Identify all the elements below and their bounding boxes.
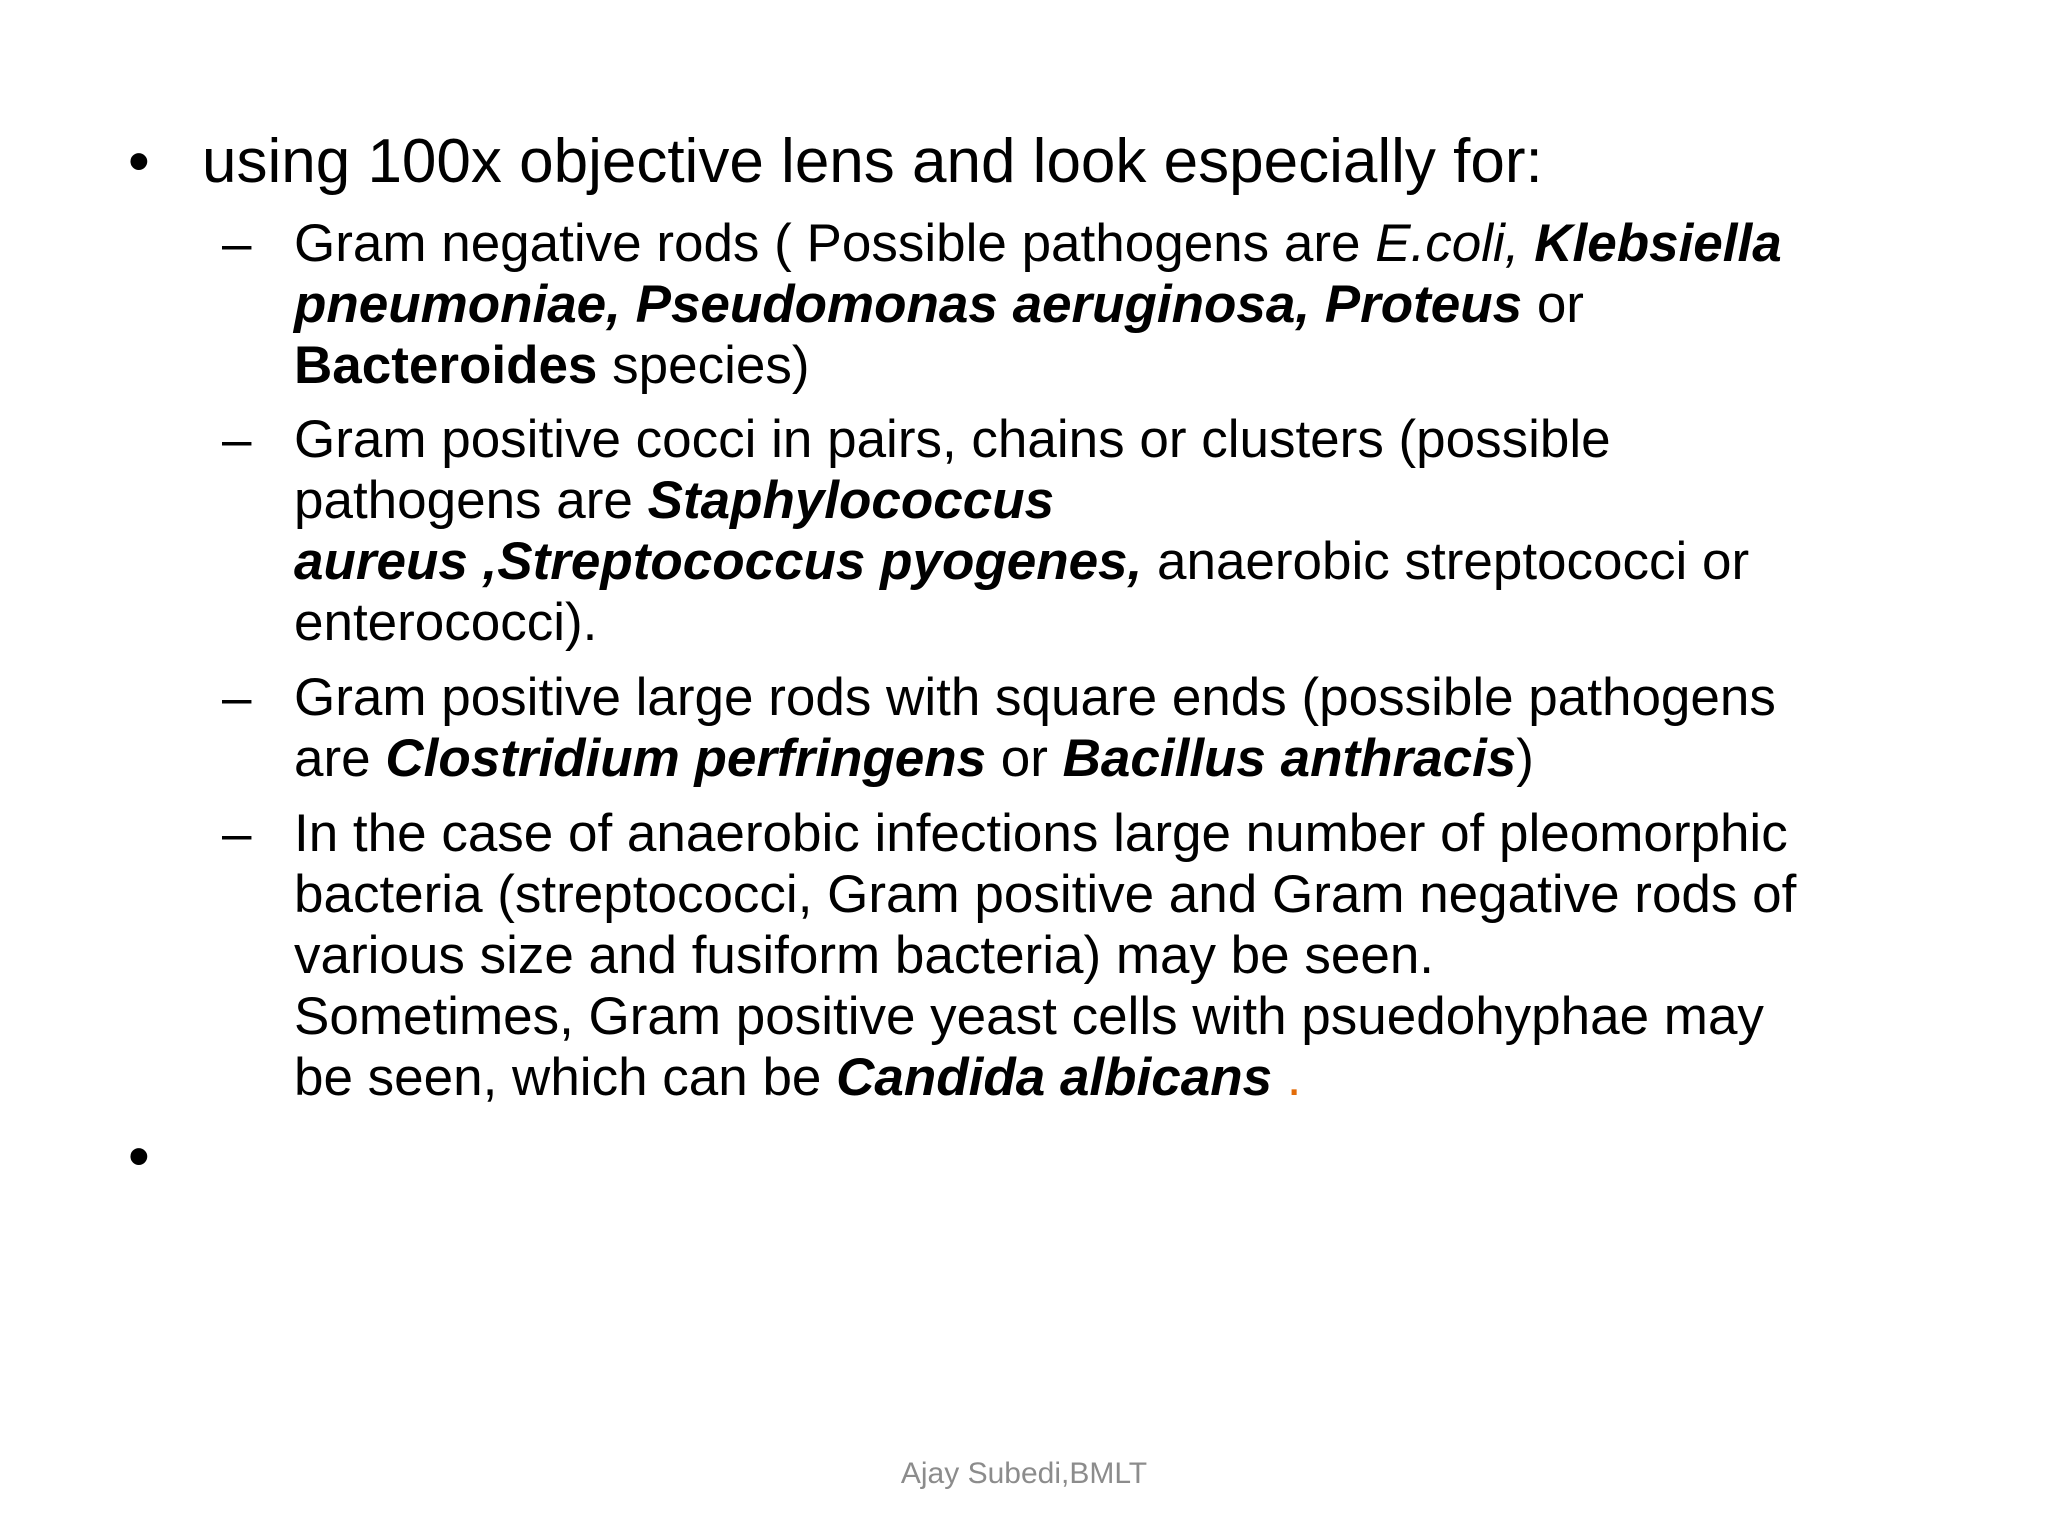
text-run-bold-italic: Staphylococcus — [647, 471, 1055, 530]
text-run-bold-italic: aureus ,Streptococcus pyogenes, — [294, 532, 1143, 591]
text-run: are — [294, 729, 386, 788]
text-run-bold-italic: Clostridium perfringens — [385, 729, 987, 788]
dash-glyph: – — [222, 410, 252, 469]
sub-item-text — [294, 409, 1942, 653]
main-bullet-text: using 100x objective lens and look especially for: — [202, 127, 1543, 196]
text-run: Gram positive cocci in pairs, chains or clusters (possible — [294, 410, 1611, 469]
sub-item-anaerobic-infections — [222, 803, 1942, 1108]
bullet-glyph: • — [128, 127, 150, 196]
text-line — [294, 592, 1942, 653]
text-run: anaerobic streptococci or — [1142, 532, 1750, 591]
text-run: Sometimes, Gram positive yeast cells with psuedohyphae may — [294, 987, 1764, 1046]
text-line — [294, 667, 1942, 728]
text-run-bold-italic: Bacillus anthracis — [1062, 729, 1517, 788]
dash-glyph: – — [222, 804, 252, 863]
text-line — [294, 986, 1942, 1047]
sub-item-text — [294, 213, 1942, 396]
sub-item-gram-positive-cocci — [222, 409, 1942, 653]
text-run: or — [986, 729, 1063, 788]
text-line — [294, 1047, 1942, 1108]
text-line — [294, 335, 1942, 396]
text-run-bold-italic: pneumoniae, Pseudomonas aeruginosa, Proteus — [294, 275, 1523, 334]
sub-item-text — [294, 667, 1942, 789]
dash-glyph: – — [222, 214, 252, 273]
footer-author: Ajay Subedi,BMLT — [900, 1457, 1148, 1490]
text-line — [294, 728, 1942, 789]
text-line — [294, 925, 1942, 986]
sub-item-gram-negative-rods — [222, 213, 1942, 396]
text-run-accent: . — [1272, 1048, 1302, 1107]
text-run: be seen, which can be — [294, 1048, 837, 1107]
text-run: ) — [1516, 729, 1534, 788]
text-line — [294, 864, 1942, 925]
text-run-bold-italic: Klebsiella — [1519, 214, 1782, 273]
text-line — [294, 409, 1942, 470]
text-line — [294, 274, 1942, 335]
text-run: bacteria (streptococci, Gram positive and Gram negative rods of — [294, 865, 1797, 924]
text-run: pathogens are — [294, 471, 648, 530]
text-run-bold-italic: Candida albicans — [836, 1048, 1273, 1107]
text-line — [294, 470, 1942, 531]
sub-item-text — [294, 803, 1942, 1108]
text-line — [294, 803, 1942, 864]
text-line — [294, 213, 1942, 274]
dash-glyph: – — [222, 668, 252, 727]
text-run: various size and fusiform bacteria) may be seen. — [294, 926, 1435, 985]
text-run: or — [1522, 275, 1584, 334]
text-run: Gram negative rods ( Possible pathogens are — [294, 214, 1376, 273]
text-run: species) — [597, 336, 810, 395]
sub-item-gram-positive-large-rods — [222, 667, 1942, 789]
text-run-italic: E.coli, — [1375, 214, 1520, 273]
text-run-bold: Bacteroides — [294, 336, 598, 395]
text-line — [294, 531, 1942, 592]
text-run: Gram positive large rods with square ends (possible pathogens — [294, 668, 1776, 727]
bullet-glyph: • — [128, 1122, 150, 1191]
text-run: In the case of anaerobic infections large number of pleomorphic — [294, 804, 1788, 863]
text-run: enterococci). — [294, 593, 598, 652]
